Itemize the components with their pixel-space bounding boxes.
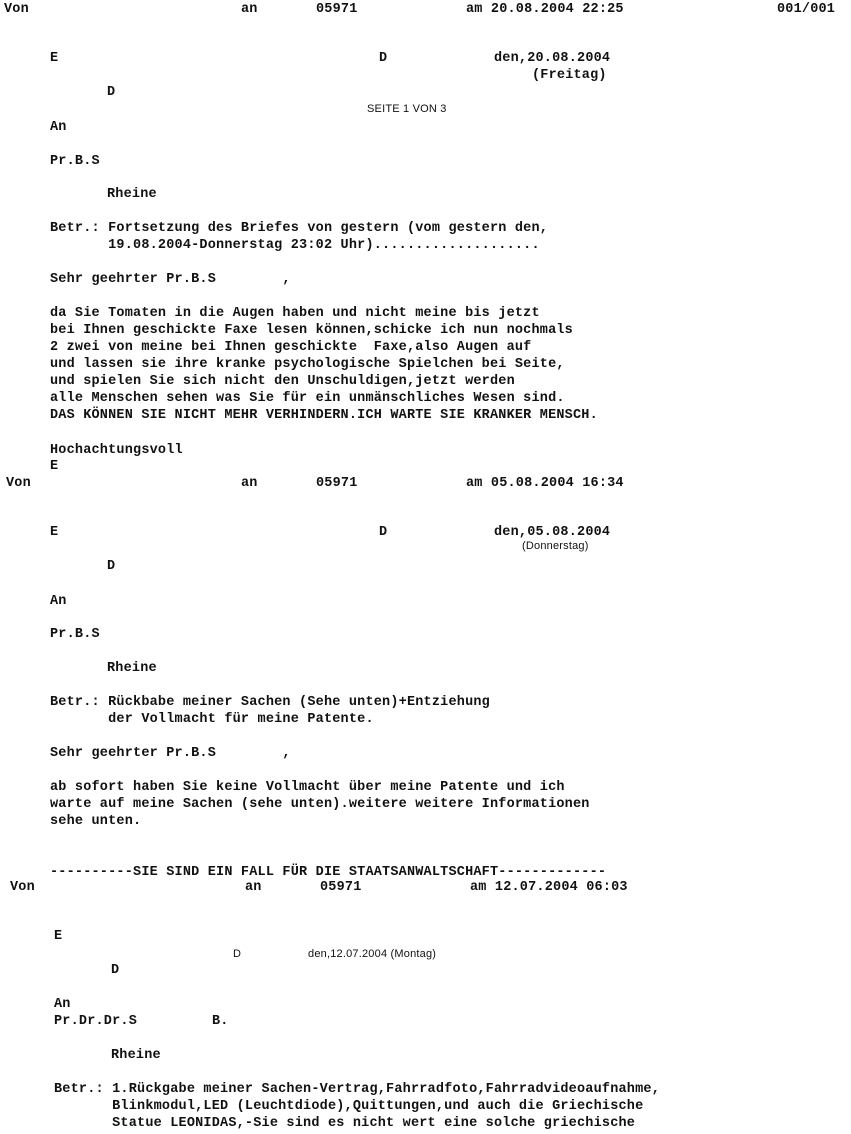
recipient-place: Rheine	[107, 187, 157, 202]
fax-header-timestamp: am 20.08.2004 22:25	[466, 2, 624, 17]
sender-line2: D	[107, 559, 116, 574]
subject-line-1: Betr.: Rückbabe meiner Sachen (Sehe unten)+Entziehung	[50, 695, 490, 710]
recipient-name: Pr.B.S	[50, 154, 100, 169]
letter-body	[50, 779, 590, 830]
fax-page-count: 001/001	[777, 2, 836, 17]
subject-block	[54, 1081, 660, 1132]
recipient-an: An	[50, 594, 67, 609]
fax-header-an: an	[241, 476, 258, 491]
banner: ----------SIE SIND EIN FALL FÜR DIE STAATSANWALTSCHAFT-------------	[50, 865, 607, 880]
sender-city: D	[379, 525, 388, 540]
sender-name: E	[50, 525, 59, 540]
recipient-name: Pr.B.S	[50, 627, 100, 642]
recipient-an: An	[50, 120, 67, 135]
page-indicator: SEITE 1 VON 3	[367, 103, 447, 115]
body-line: ab sofort haben Sie keine Vollmacht über meine Patente und ich	[50, 780, 565, 795]
sender-name: E	[50, 51, 59, 66]
salutation: Sehr geehrter Pr.B.S ,	[50, 746, 291, 761]
fax-header-von: Von	[4, 2, 29, 17]
letter-date: den,20.08.2004	[494, 51, 611, 66]
recipient-place: Rheine	[111, 1048, 161, 1063]
subject-line: Blinkmodul,LED (Leuchtdiode),Quittungen,und auch die Griechische	[54, 1099, 644, 1114]
subject-line-2: 19.08.2004-Donnerstag 23:02 Uhr)....................	[50, 238, 540, 253]
body-line: 2 zwei von meine bei Ihnen geschickte Faxe,also Augen auf	[50, 340, 532, 355]
recipient-initial: B.	[212, 1014, 229, 1029]
salutation: Sehr geehrter Pr.B.S ,	[50, 272, 291, 287]
body-line: und spielen Sie sich nicht den Unschuldigen,jetzt werden	[50, 374, 515, 389]
body-line: warte auf meine Sachen (sehe unten).weitere weitere Informationen	[50, 797, 590, 812]
recipient-place: Rheine	[107, 661, 157, 676]
recipient-an: An	[54, 997, 71, 1012]
subject-line: Betr.: 1.Rückgabe meiner Sachen-Vertrag,Fahrradfoto,Fahrradvideoaufnahme,	[54, 1082, 660, 1097]
letter-body	[50, 305, 598, 424]
body-line: DAS KÖNNEN SIE NICHT MEHR VERHINDERN.ICH WARTE SIE KRANKER MENSCH.	[50, 408, 598, 423]
fax-header-timestamp: am 12.07.2004 06:03	[470, 880, 628, 895]
sender-city: D	[233, 948, 242, 960]
sender-line2: D	[111, 963, 120, 978]
body-line: bei Ihnen geschickte Faxe lesen können,schicke ich nun nochmals	[50, 323, 573, 338]
fax-header-number: 05971	[320, 880, 362, 895]
body-line: und lassen sie ihre kranke psychologische Spielchen bei Seite,	[50, 357, 565, 372]
body-line: da Sie Tomaten in die Augen haben und nicht meine bis jetzt	[50, 306, 540, 321]
sender-name: E	[54, 929, 63, 944]
fax-header-timestamp: am 05.08.2004 16:34	[466, 476, 624, 491]
body-line: alle Menschen sehen was Sie für ein unmänschliches Wesen sind.	[50, 391, 565, 406]
fax-header-an: an	[245, 880, 262, 895]
letter-date: den,12.07.2004 (Montag)	[308, 948, 437, 960]
signature: E	[50, 459, 59, 474]
sender-line2: D	[107, 85, 116, 100]
fax-header-number: 05971	[316, 2, 358, 17]
letter-date: den,05.08.2004	[494, 525, 611, 540]
recipient-name: Pr.Dr.Dr.S	[54, 1014, 138, 1029]
fax-header-an: an	[241, 2, 258, 17]
letter-weekday: (Freitag)	[532, 68, 607, 83]
closing: Hochachtungsvoll	[50, 443, 183, 458]
fax-header-number: 05971	[316, 476, 358, 491]
fax-header-von: Von	[10, 880, 35, 895]
subject-line-1: Betr.: Fortsetzung des Briefes von gestern (vom gestern den,	[50, 221, 549, 236]
fax-header-von: Von	[6, 476, 31, 491]
subject-line-2: der Vollmacht für meine Patente.	[50, 712, 374, 727]
body-line: sehe unten.	[50, 814, 142, 829]
sender-city: D	[379, 51, 388, 66]
letter-weekday: (Donnerstag)	[522, 540, 589, 552]
subject-line: Statue LEONIDAS,-Sie sind es nicht wert eine solche griechische	[54, 1116, 636, 1131]
